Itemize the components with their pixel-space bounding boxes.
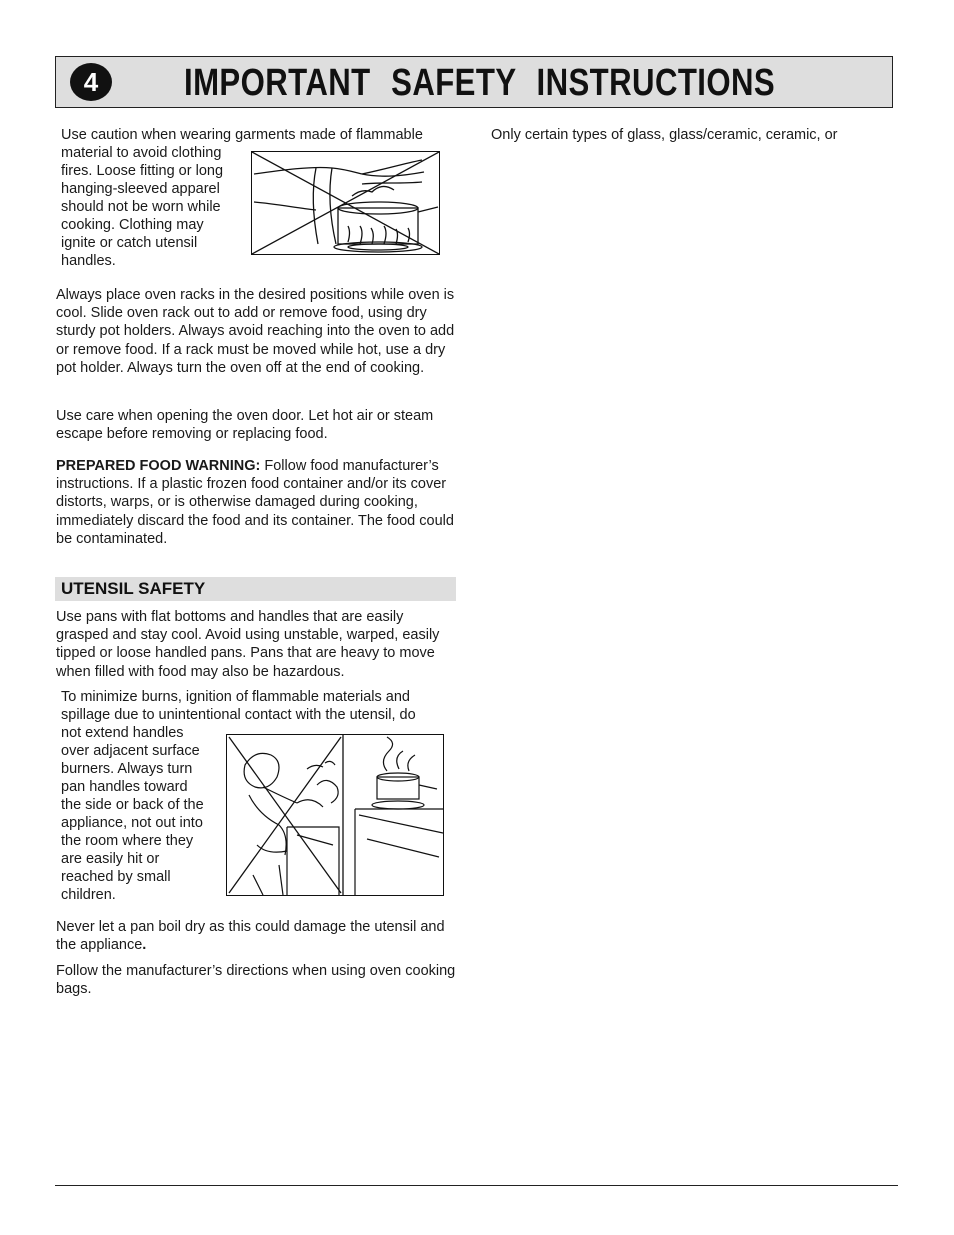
prepared-food-warning-label: PREPARED FOOD WARNING: — [56, 458, 261, 474]
prepared-food-warning-text: Follow food manufacturer’s instructions. If a plastic frozen food container and/or its cover distorts, warps, or is otherwise damaged during cooking, immediately discard the food and its container. The food could be contaminated. — [56, 458, 454, 547]
garments-line-2: material to avoid clothing — [61, 145, 222, 161]
utensil-safety-heading-bar — [55, 577, 456, 601]
page-number-badge: 4 — [70, 63, 112, 101]
oven-door-paragraph: Use care when opening the oven door. Let hot air or steam escape before removing or replacing food. — [56, 408, 434, 443]
prepared-food-warning-paragraph — [56, 457, 456, 548]
burns-line-2: spillage due to unintentional contact with the utensil, do — [61, 707, 416, 723]
pan-handle-illustration — [226, 734, 444, 896]
garments-line-4: hanging-sleeved apparel — [61, 181, 220, 197]
pan-handle-drawing — [227, 735, 443, 895]
boil-dry-period: . — [142, 937, 147, 954]
sleeve-fire-illustration — [251, 151, 440, 255]
burns-line-12: children. — [61, 887, 116, 903]
garments-line-1: Use caution when wearing garments made of flammable — [61, 127, 423, 143]
utensil-safety-heading: UTENSIL SAFETY — [61, 579, 206, 598]
burns-line-8: appliance, not out into — [61, 815, 203, 831]
burns-line-10: are easily hit or — [61, 851, 160, 867]
pans-paragraph: Use pans with flat bottoms and handles that are easily grasped and stay cool. Avoid using unstable, warped, easily tipped or loose handled pans. Pans that are heavy to move when filled with food may also be hazardous. — [56, 609, 440, 680]
boil-dry-paragraph — [56, 918, 456, 954]
burns-line-6: pan handles toward — [61, 779, 188, 795]
burns-line-3: not extend handles — [61, 725, 184, 741]
burns-line-9: the room where they — [61, 833, 194, 849]
burns-line-7: the side or back of the — [61, 797, 204, 813]
boil-dry-text: Never let a pan boil dry as this could damage the utensil and the appliance — [56, 919, 445, 954]
burns-line-5: burners. Always turn — [61, 761, 193, 777]
burns-line-1: To minimize burns, ignition of flammable materials and — [61, 689, 410, 705]
page-title: IMPORTANT SAFETY INSTRUCTIONS — [184, 62, 776, 104]
garments-line-3: fires. Loose fitting or long — [61, 163, 224, 179]
garments-line-8: handles. — [61, 253, 116, 269]
cooking-bags-paragraph: Follow the manufacturer’s directions when using oven cooking bags. — [56, 963, 456, 998]
page-header — [55, 56, 893, 108]
sleeve-fire-drawing — [252, 152, 439, 254]
footer-rule — [55, 1185, 898, 1186]
glass-paragraph: Only certain types of glass, glass/ceramic, ceramic, or — [491, 127, 838, 143]
garments-line-6: cooking. Clothing may — [61, 217, 204, 233]
burns-line-11: reached by small — [61, 869, 171, 885]
oven-racks-paragraph: Always place oven racks in the desired positions while oven is cool. Slide oven rack out to add or remove food, using dry sturdy pot holders. Always avoid reaching into the oven to add or remove food. If a rack must be moved while hot, use a dry pot holder. Always turn the oven off at the end of cooking. — [56, 287, 455, 376]
garments-line-5: should not be worn while — [61, 199, 221, 215]
garments-line-7: ignite or catch utensil — [61, 235, 198, 251]
burns-line-4: over adjacent surface — [61, 743, 200, 759]
